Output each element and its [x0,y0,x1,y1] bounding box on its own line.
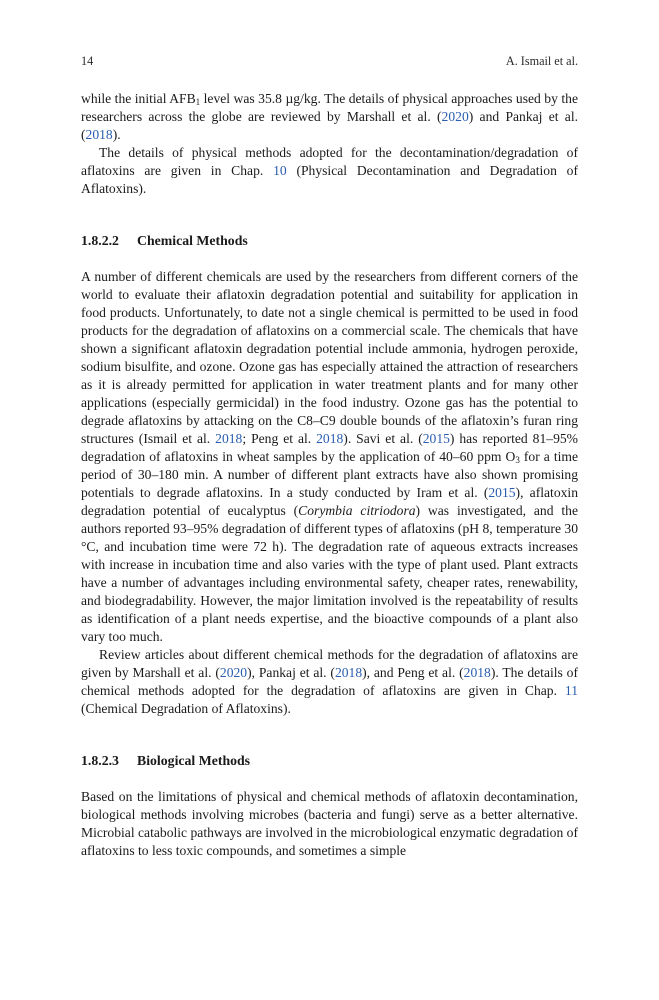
section-heading [81,752,578,770]
page-number: 14 [81,54,94,68]
section-heading [81,232,578,250]
running-header [81,52,578,70]
section-number: 1.8.2.2 [81,233,119,248]
paragraph: A number of different chemicals are used by the researchers from different corners of the world to evaluate their aflatoxin degradation potential and suitability for application in food products. Unfortunately, to date not a single chemical is permitted to be used in food products for the degradation of aflatoxins on a commercial scale. The chemicals that have shown a significant aflatoxin degradation potential include ammonia, hydrogen peroxide, sodium bisulfite, and ozone. Ozone gas has especially attained the attraction of researchers as it is already permitted for application in water treatment plants and for many other applications (especially germicidal) in the food industry. Ozone gas has the potential to degrade aflatoxins by attacking on the C8–C9 double bounds of the aflatoxin’s furan ring structures (Ismail et al. 2018; Peng et al. 2018). Savi et al. (2015) has reported 81–95% degradation of aflatoxins in wheat samples by the application of 40–60 ppm $O_3$ for a time period of 30–180 min. A number of different plant extracts have also shown promising potentials to degrade aflatoxins. In a study conducted by Iram et al. (2015), aflatoxin degradation potential of eucalyptus (Corymbia citriodora) was investigated, and the authors reported 93–95% degradation of different types of aflatoxins (pH 8, temperature 30 °C, and incubation time were 72 h). The degradation rate of aqueous extracts increases with increase in incubation time and also varies with the type of plant used. Plant extracts have a number of advantages including environmental safety, cheaper rates, renewability, and biodegradability. However, the major limitation involved is the repeatability of results as identification of a plant needs expertise, and the bioactive compounds of a plant also vary too much. [81,269,578,644]
citation-link[interactable]: 2018 [316,431,344,446]
running-title: A. Ismail et al. [505,54,578,68]
body-text [81,90,578,860]
paragraph: The details of physical methods adopted for the decontamination/degradation of aflatoxins are given in Chap. 10 (Physical Decontamination and Degradation of Aflatoxins). [81,145,578,196]
paragraph: while the initial $AFB_1$ level was 35.8 µg/kg. The details of physical approaches used by the researchers across the globe are reviewed by Marshall et al. (2020) and Pankaj et al. (2018). [81,91,579,142]
citation-link[interactable]: 2018 [215,431,243,446]
species-name: Corymbia citriodora [298,503,416,518]
citation-link[interactable]: 2015 [422,431,450,446]
paragraph: Review articles about different chemical methods for the degradation of aflatoxins are given by Marshall et al. (2020), Pankaj et al. (2018), and Peng et al. (2018). The details of chemical methods adopted for the degradation of aflatoxins are given in Chap. 11 (Chemical Degradation of Aflatoxins). [81,647,578,716]
citation-link[interactable]: 2020 [219,665,248,680]
section-number: 1.8.2.3 [81,753,119,768]
paragraph: Based on the limitations of physical and chemical methods of aflatoxin decontamination, biological methods involving microbes (bacteria and fungi) serve as a better alternative. Microbial catabolic pathways are involved in the microbiological enzymatic degradation of aflatoxins to less toxic compounds, and sometimes a simple [81,789,578,858]
chapter-link[interactable]: 10 [273,163,287,178]
citation-link[interactable]: 2020 [441,109,469,124]
section-title: Biological Methods [137,753,251,768]
section-title: Chemical Methods [137,233,248,248]
citation-link[interactable]: 2018 [334,665,363,680]
citation-link[interactable]: 2018 [85,127,113,142]
citation-link[interactable]: 2018 [463,665,491,680]
citation-link[interactable]: 2015 [488,485,516,500]
chapter-link[interactable]: 11 [564,683,578,698]
